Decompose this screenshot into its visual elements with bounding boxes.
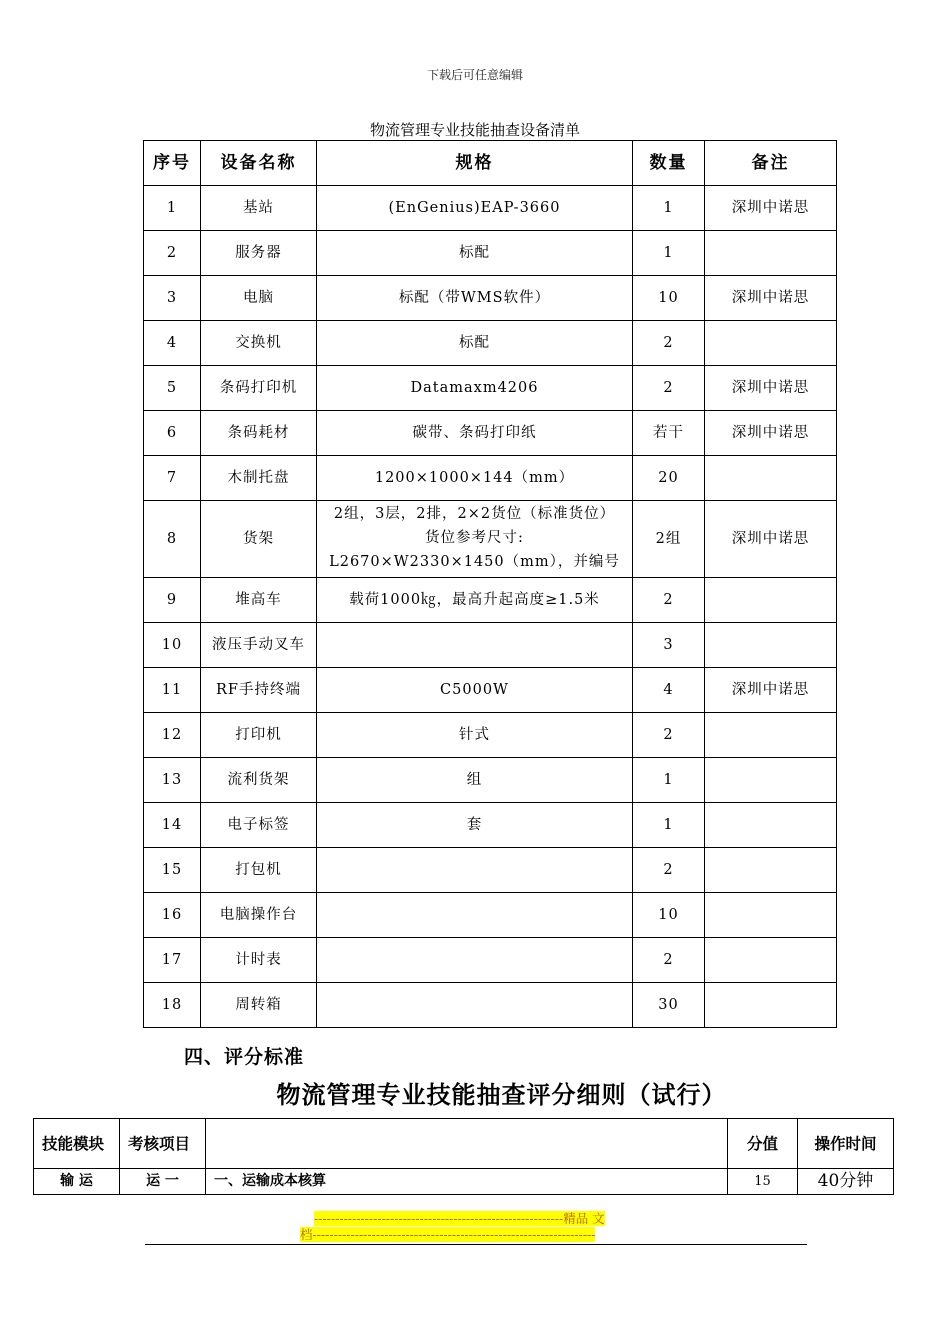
footer-line-1: -----------------------------------------------------------精品 文 xyxy=(314,1211,605,1226)
row-index: 14 xyxy=(144,803,201,848)
row-index: 9 xyxy=(144,578,201,623)
row-spec: 针式 xyxy=(317,713,633,758)
row-device-name: 货架 xyxy=(201,501,317,578)
row-remark: 深圳中诺思 xyxy=(705,186,837,231)
row-spec: 1200×1000×144（mm） xyxy=(317,456,633,501)
rubric-title: 物流管理专业技能抽查评分细则（试行） xyxy=(276,1080,727,1109)
rubric-cell-module: 输 运 xyxy=(34,1169,120,1195)
row-index: 5 xyxy=(144,366,201,411)
row-quantity: 2 xyxy=(633,713,705,758)
row-index: 18 xyxy=(144,983,201,1028)
row-index: 1 xyxy=(144,186,201,231)
row-device-name: 服务器 xyxy=(201,231,317,276)
equipment-row xyxy=(144,411,837,456)
row-remark: 深圳中诺思 xyxy=(705,276,837,321)
row-device-name: 交换机 xyxy=(201,321,317,366)
row-remark: 深圳中诺思 xyxy=(705,501,837,578)
row-index: 12 xyxy=(144,713,201,758)
row-quantity: 4 xyxy=(633,668,705,713)
equipment-row xyxy=(144,893,837,938)
row-remark xyxy=(705,456,837,501)
footer-line-2: 档------------------------------------------------------------------- xyxy=(300,1227,596,1242)
row-index: 11 xyxy=(144,668,201,713)
rubric-cell-item: 运 一 xyxy=(120,1169,206,1195)
row-index: 6 xyxy=(144,411,201,456)
row-quantity: 若干 xyxy=(633,411,705,456)
row-remark xyxy=(705,578,837,623)
row-remark xyxy=(705,938,837,983)
row-quantity: 2 xyxy=(633,366,705,411)
equipment-row xyxy=(144,803,837,848)
equipment-row xyxy=(144,578,837,623)
row-remark xyxy=(705,983,837,1028)
row-index: 4 xyxy=(144,321,201,366)
equipment-row xyxy=(144,713,837,758)
row-remark xyxy=(705,758,837,803)
row-quantity: 3 xyxy=(633,623,705,668)
row-device-name: 电脑操作台 xyxy=(201,893,317,938)
row-spec xyxy=(317,623,633,668)
equipment-row xyxy=(144,623,837,668)
row-quantity: 2 xyxy=(633,578,705,623)
row-spec: 载荷1000㎏，最高升起高度≥1.5米 xyxy=(317,578,633,623)
row-device-name: 条码耗材 xyxy=(201,411,317,456)
row-spec: 套 xyxy=(317,803,633,848)
row-device-name: 电脑 xyxy=(201,276,317,321)
footer-watermark xyxy=(300,1211,652,1243)
rubric-header-row xyxy=(34,1119,894,1169)
row-index: 10 xyxy=(144,623,201,668)
equipment-row xyxy=(144,758,837,803)
row-index: 7 xyxy=(144,456,201,501)
row-index: 15 xyxy=(144,848,201,893)
row-device-name: 电子标签 xyxy=(201,803,317,848)
equipment-row xyxy=(144,848,837,893)
rubric-cell-time: 40分钟 xyxy=(798,1169,894,1195)
row-index: 17 xyxy=(144,938,201,983)
row-spec: (EnGenius)EAP-3660 xyxy=(317,186,633,231)
row-index: 16 xyxy=(144,893,201,938)
row-spec: 组 xyxy=(317,758,633,803)
row-spec xyxy=(317,848,633,893)
equipment-row xyxy=(144,276,837,321)
row-remark xyxy=(705,848,837,893)
row-spec xyxy=(317,983,633,1028)
row-index: 3 xyxy=(144,276,201,321)
row-spec: C5000W xyxy=(317,668,633,713)
row-remark xyxy=(705,321,837,366)
row-quantity: 2 xyxy=(633,848,705,893)
equipment-header-row xyxy=(144,141,837,186)
equipment-table xyxy=(143,140,837,1028)
section-heading: 四、评分标准 xyxy=(184,1046,305,1068)
row-quantity: 1 xyxy=(633,231,705,276)
row-spec: 2组，3层，2排，2×2货位（标准货位） 货位参考尺寸: L2670×W2330×1450（mm），并编号 xyxy=(317,501,633,578)
row-remark xyxy=(705,231,837,276)
equipment-row xyxy=(144,668,837,713)
page-header: 下载后可任意编辑 xyxy=(426,68,523,82)
row-device-name: 木制托盘 xyxy=(201,456,317,501)
equipment-row xyxy=(144,366,837,411)
row-quantity: 1 xyxy=(633,803,705,848)
header-index: 序号 xyxy=(144,141,201,186)
row-device-name: 打印机 xyxy=(201,713,317,758)
row-device-name: 条码打印机 xyxy=(201,366,317,411)
row-spec xyxy=(317,938,633,983)
row-spec: 标配（带WMS软件） xyxy=(317,276,633,321)
row-device-name: 液压手动叉车 xyxy=(201,623,317,668)
row-device-name: 周转箱 xyxy=(201,983,317,1028)
equipment-row xyxy=(144,501,837,578)
rubric-header-content xyxy=(206,1119,728,1169)
rubric-header-time: 操作时间 xyxy=(798,1119,894,1169)
row-quantity: 2组 xyxy=(633,501,705,578)
footer-rule xyxy=(145,1244,807,1245)
row-device-name: 堆高车 xyxy=(201,578,317,623)
row-spec xyxy=(317,893,633,938)
row-quantity: 2 xyxy=(633,321,705,366)
row-device-name: 打包机 xyxy=(201,848,317,893)
row-spec: 碳带、条码打印纸 xyxy=(317,411,633,456)
row-device-name: 计时表 xyxy=(201,938,317,983)
row-device-name: RF手持终端 xyxy=(201,668,317,713)
rubric-row xyxy=(34,1169,894,1195)
row-device-name: 基站 xyxy=(201,186,317,231)
rubric-cell-score: 15 xyxy=(728,1169,798,1195)
header-device-name: 设备名称 xyxy=(201,141,317,186)
row-spec: 标配 xyxy=(317,321,633,366)
row-remark xyxy=(705,713,837,758)
row-quantity: 2 xyxy=(633,938,705,983)
header-remark: 备注 xyxy=(705,141,837,186)
row-remark: 深圳中诺思 xyxy=(705,411,837,456)
row-index: 8 xyxy=(144,501,201,578)
row-remark: 深圳中诺思 xyxy=(705,366,837,411)
rubric-header-item: 考核项目 xyxy=(120,1119,206,1169)
row-quantity: 10 xyxy=(633,276,705,321)
header-quantity: 数量 xyxy=(633,141,705,186)
equipment-row xyxy=(144,938,837,983)
row-remark xyxy=(705,893,837,938)
row-quantity: 20 xyxy=(633,456,705,501)
rubric-header-score: 分值 xyxy=(728,1119,798,1169)
equipment-table-title: 物流管理专业技能抽查设备清单 xyxy=(369,121,580,139)
row-device-name: 流利货架 xyxy=(201,758,317,803)
equipment-row xyxy=(144,321,837,366)
row-spec: Datamaxm4206 xyxy=(317,366,633,411)
rubric-cell-content: 一、运输成本核算 xyxy=(206,1169,728,1195)
equipment-row xyxy=(144,231,837,276)
row-remark xyxy=(705,623,837,668)
equipment-row xyxy=(144,456,837,501)
row-quantity: 1 xyxy=(633,186,705,231)
row-remark: 深圳中诺思 xyxy=(705,668,837,713)
row-quantity: 1 xyxy=(633,758,705,803)
rubric-table xyxy=(33,1118,894,1195)
row-spec: 标配 xyxy=(317,231,633,276)
row-quantity: 30 xyxy=(633,983,705,1028)
rubric-header-module: 技能模块 xyxy=(34,1119,120,1169)
row-quantity: 10 xyxy=(633,893,705,938)
row-index: 13 xyxy=(144,758,201,803)
row-remark xyxy=(705,803,837,848)
equipment-row xyxy=(144,983,837,1028)
equipment-row xyxy=(144,186,837,231)
row-index: 2 xyxy=(144,231,201,276)
header-spec: 规格 xyxy=(317,141,633,186)
